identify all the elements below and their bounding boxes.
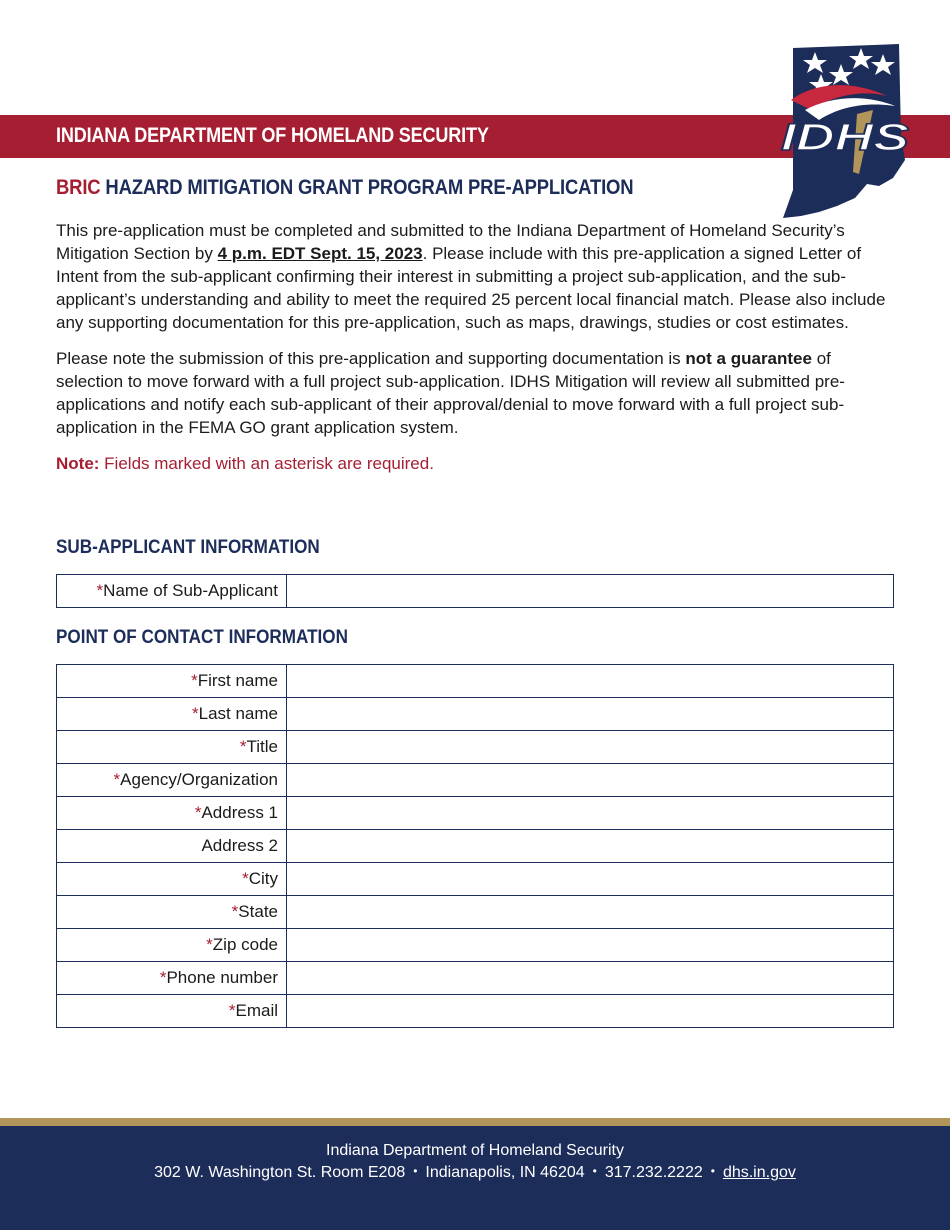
form-row bbox=[57, 863, 894, 896]
field-label-cell bbox=[57, 797, 287, 830]
form-row bbox=[57, 797, 894, 830]
note-text: Fields marked with an asterisk are required. bbox=[99, 454, 434, 473]
required-asterisk: * bbox=[159, 968, 167, 987]
contact-state-input[interactable] bbox=[287, 896, 893, 928]
field-value-cell bbox=[287, 665, 894, 698]
footer-separator: • bbox=[710, 1164, 715, 1178]
contact-zip-code-input[interactable] bbox=[287, 929, 893, 961]
field-label: Phone number bbox=[166, 968, 278, 987]
field-label: State bbox=[238, 902, 278, 921]
note-label: Note: bbox=[56, 454, 100, 473]
required-asterisk: * bbox=[96, 581, 104, 600]
contact-title-input[interactable] bbox=[287, 731, 893, 763]
form-row bbox=[57, 962, 894, 995]
point-of-contact-table bbox=[56, 664, 894, 1028]
field-label: First name bbox=[197, 671, 278, 690]
intro-paragraph-1 bbox=[56, 219, 901, 334]
field-label: Address 2 bbox=[201, 836, 278, 855]
required-asterisk: * bbox=[191, 671, 198, 690]
field-value-cell bbox=[287, 797, 894, 830]
field-label-cell bbox=[57, 929, 287, 962]
field-value-cell bbox=[287, 830, 894, 863]
required-asterisk: * bbox=[206, 935, 213, 954]
field-label-cell bbox=[57, 665, 287, 698]
field-value-cell bbox=[287, 764, 894, 797]
footer-separator: • bbox=[413, 1164, 418, 1178]
field-label-cell bbox=[57, 830, 287, 863]
footer-address-line bbox=[0, 1164, 950, 1182]
field-label: Zip code bbox=[212, 935, 278, 954]
contact-address-1-input[interactable] bbox=[287, 797, 893, 829]
field-label: Title bbox=[246, 737, 278, 756]
field-label: Name of Sub-Applicant bbox=[103, 581, 278, 600]
deadline-text: 4 p.m. EDT Sept. 15, 2023 bbox=[217, 244, 423, 263]
required-asterisk: * bbox=[113, 770, 121, 789]
form-row bbox=[57, 764, 894, 797]
footer-address: 302 W. Washington St. Room E208 bbox=[154, 1164, 406, 1181]
field-value-cell bbox=[287, 962, 894, 995]
field-label: Last name bbox=[198, 704, 278, 723]
form-row bbox=[57, 731, 894, 764]
required-asterisk: * bbox=[239, 737, 247, 756]
sub-applicant-table bbox=[56, 574, 894, 608]
field-label-cell bbox=[57, 962, 287, 995]
required-asterisk: * bbox=[191, 704, 199, 723]
contact-address-2-input[interactable] bbox=[287, 830, 893, 862]
required-asterisk: * bbox=[242, 869, 249, 888]
field-value-cell bbox=[287, 863, 894, 896]
form-row bbox=[57, 665, 894, 698]
not-guarantee-text: not a guarantee bbox=[685, 349, 812, 368]
form-row bbox=[57, 575, 894, 608]
footer bbox=[0, 1126, 950, 1230]
required-note bbox=[56, 452, 901, 475]
field-label-cell bbox=[57, 863, 287, 896]
form-row bbox=[57, 896, 894, 929]
form-title-prefix: BRIC bbox=[56, 176, 101, 199]
required-asterisk: * bbox=[228, 1001, 236, 1020]
contact-last-name-input[interactable] bbox=[287, 698, 893, 730]
contact-phone-number-input[interactable] bbox=[287, 962, 893, 994]
field-label-cell bbox=[57, 764, 287, 797]
field-label: City bbox=[248, 869, 278, 888]
field-value-cell bbox=[287, 896, 894, 929]
field-value-cell bbox=[287, 929, 894, 962]
field-label-cell bbox=[57, 896, 287, 929]
intro-p2-tail: of selection to move forward with a full project sub-application. IDHS Mitigation will review all submitted pre-applications and notify each sub-applicant of their approval/denial to move forward with a full project sub-application in the FEMA GO grant application system. bbox=[56, 349, 845, 437]
form-row bbox=[57, 995, 894, 1028]
field-label-cell bbox=[57, 698, 287, 731]
field-label-cell bbox=[57, 575, 287, 608]
idhs-logo bbox=[775, 40, 915, 220]
field-label: Email bbox=[235, 1001, 278, 1020]
contact-agency-organization-input[interactable] bbox=[287, 764, 893, 796]
intro-text bbox=[56, 219, 901, 488]
sub-applicant-heading: SUB-APPLICANT INFORMATION bbox=[56, 537, 320, 558]
sub-applicant-name-of-sub-applicant-input[interactable] bbox=[287, 575, 893, 607]
field-label: Address 1 bbox=[201, 803, 278, 822]
point-of-contact-heading: POINT OF CONTACT INFORMATION bbox=[56, 627, 348, 648]
footer-website-link[interactable]: dhs.in.gov bbox=[722, 1164, 796, 1181]
footer-city: Indianapolis, IN 46204 bbox=[425, 1164, 585, 1181]
form-title-rest: HAZARD MITIGATION GRANT PROGRAM PRE-APPLICATION bbox=[100, 176, 634, 199]
footer-phone[interactable]: 317.232.2222 bbox=[604, 1164, 703, 1181]
field-value-cell bbox=[287, 698, 894, 731]
intro-paragraph-2 bbox=[56, 347, 901, 439]
footer-stripe bbox=[0, 1118, 950, 1126]
field-value-cell bbox=[287, 995, 894, 1028]
footer-org: Indiana Department of Homeland Security bbox=[326, 1142, 624, 1159]
banner-title: INDIANA DEPARTMENT OF HOMELAND SECURITY bbox=[56, 124, 489, 147]
intro-p2-text: Please note the submission of this pre-application and supporting documentation is bbox=[56, 349, 686, 368]
form-title bbox=[56, 176, 633, 200]
form-row bbox=[57, 929, 894, 962]
contact-city-input[interactable] bbox=[287, 863, 893, 895]
field-value-cell bbox=[287, 731, 894, 764]
contact-first-name-input[interactable] bbox=[287, 665, 893, 697]
field-label-cell bbox=[57, 731, 287, 764]
required-asterisk: * bbox=[194, 803, 202, 822]
field-value-cell bbox=[287, 575, 894, 608]
form-row bbox=[57, 698, 894, 731]
field-label: Agency/Organization bbox=[120, 770, 278, 789]
field-label-cell bbox=[57, 995, 287, 1028]
contact-email-input[interactable] bbox=[287, 995, 893, 1027]
intro-p1-tail: . Please include with this pre-application a signed Letter of Intent from the sub-applicant confirming their interest in submitting a project sub-application, and the sub-applicant’s understanding and ability to meet the required 25 percent local financial match. Please also include any supporting documentation for this pre-application, such as maps, drawings, studies or cost estimates. bbox=[56, 244, 886, 332]
logo-lettering: IDHS bbox=[781, 117, 909, 159]
form-row bbox=[57, 830, 894, 863]
required-asterisk: * bbox=[231, 902, 239, 921]
intro-p1-text: This pre-application must be completed and submitted to the Indiana Department of Homeland Security’s Mitigation Section by bbox=[56, 221, 845, 263]
footer-separator: • bbox=[592, 1164, 597, 1178]
